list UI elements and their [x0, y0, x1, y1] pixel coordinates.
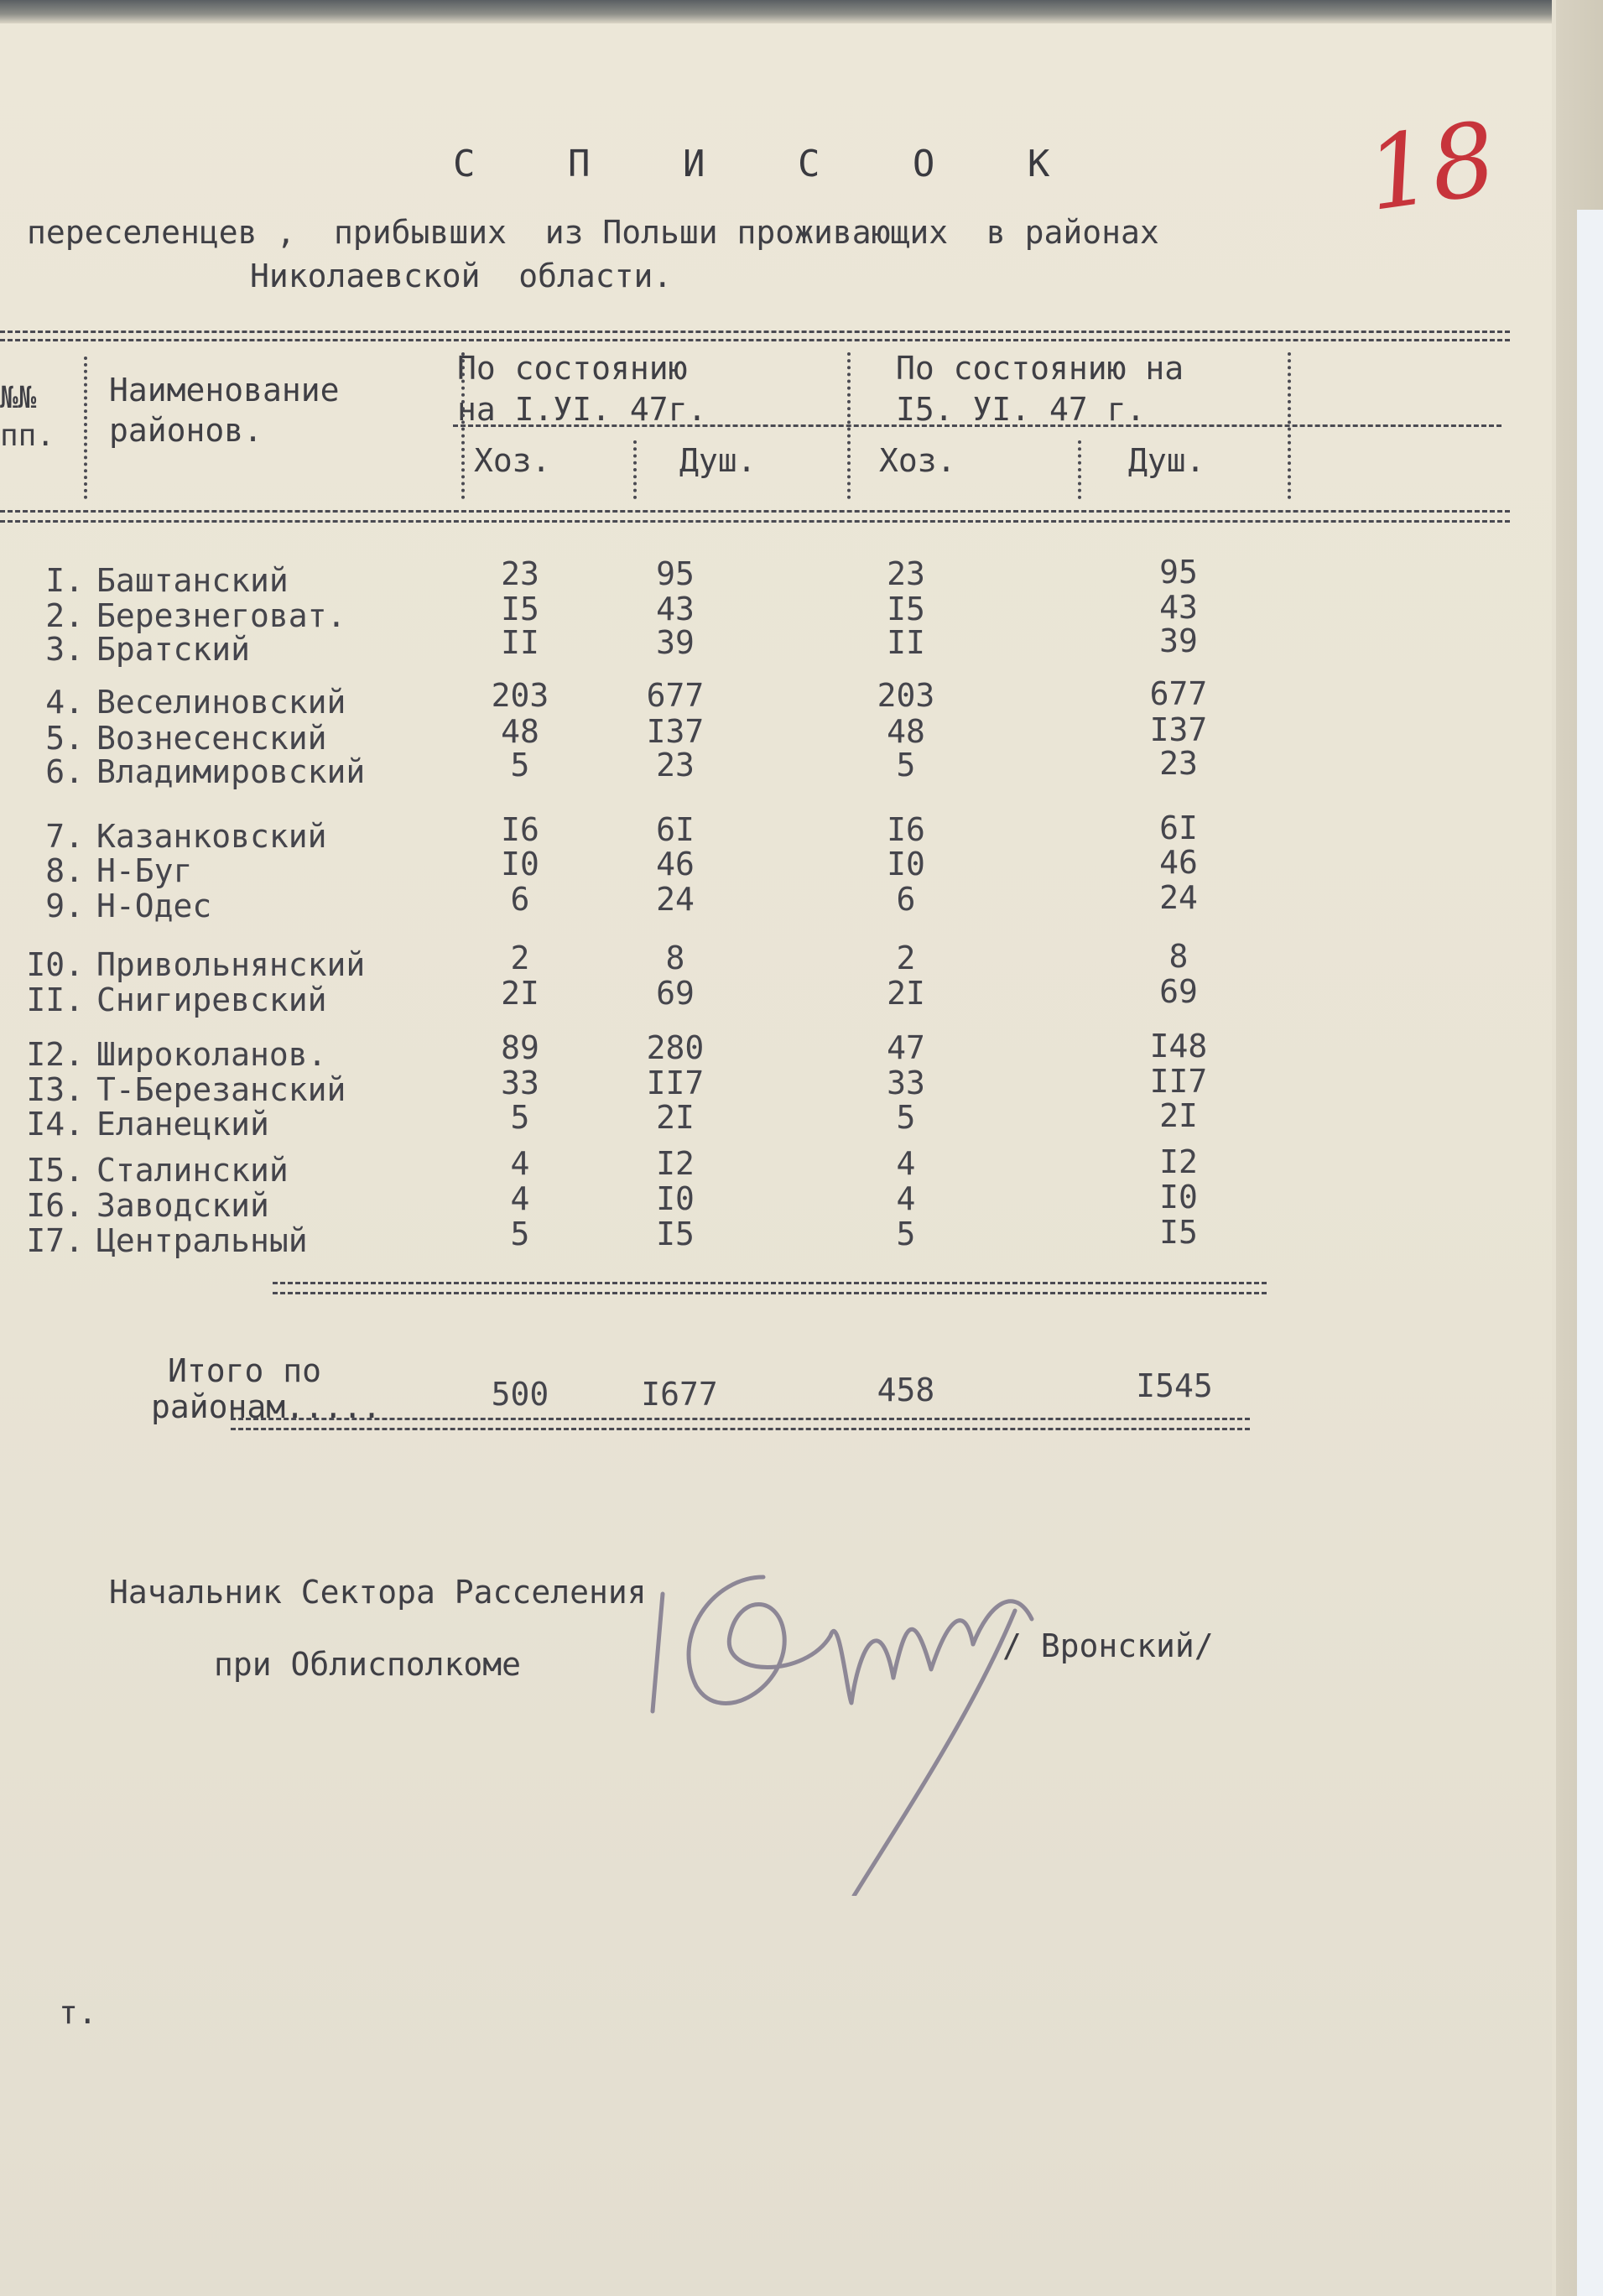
district-name: Центральный [96, 1222, 308, 1259]
households-june-1: 23 [501, 555, 539, 592]
households-june-1: 4 [510, 1180, 530, 1217]
persons-june-15: 43 [1159, 589, 1198, 626]
district-name: Братский [96, 631, 251, 668]
persons-june-15: I2 [1159, 1143, 1198, 1180]
total-top-rule-2 [273, 1292, 1267, 1294]
households-june-1: 5 [510, 747, 530, 784]
persons-june-1: 95 [656, 555, 695, 592]
header-divider [1078, 440, 1081, 499]
header-persons-2: Душ. [1128, 442, 1205, 479]
households-june-15: 5 [896, 747, 916, 784]
persons-june-15: 95 [1159, 554, 1198, 591]
total-bottom-rule-2 [231, 1428, 1250, 1430]
row-number: II. [26, 981, 84, 1018]
binding-shadow [0, 0, 1552, 23]
households-june-1: 48 [501, 713, 539, 750]
households-june-1: 5 [510, 1099, 530, 1136]
persons-june-15: 46 [1159, 844, 1198, 881]
households-june-1: II [501, 624, 539, 661]
persons-june-15: II7 [1149, 1063, 1208, 1100]
row-number: 5. [45, 720, 84, 757]
district-name: Заводский [96, 1187, 269, 1224]
persons-june-15: 24 [1159, 879, 1198, 916]
district-name: Н-Буг [96, 852, 193, 889]
households-june-15: I6 [887, 811, 925, 848]
header-persons-1: Душ. [679, 442, 757, 479]
document-title: С П И С О К [453, 143, 1085, 185]
households-june-1: 203 [491, 677, 549, 714]
total-persons-1: I677 [641, 1376, 718, 1413]
row-number: 7. [45, 818, 84, 855]
header-households-2: Хоз. [879, 442, 956, 479]
total-top-rule [273, 1282, 1267, 1284]
households-june-1: 4 [510, 1145, 530, 1182]
persons-june-1: 280 [646, 1029, 705, 1066]
subtitle-line-2: Николаевской области. [250, 258, 673, 294]
district-name: Березнеговат. [96, 597, 346, 634]
households-june-1: 2 [510, 940, 530, 976]
row-number: 4. [45, 684, 84, 721]
households-june-15: 47 [887, 1029, 925, 1066]
row-number: I3. [26, 1071, 84, 1108]
households-june-15: I0 [887, 846, 925, 882]
row-number: I7. [26, 1222, 84, 1259]
header-period-2: По состоянию на I5. УI. 47 г. [896, 350, 1184, 429]
persons-june-15: 8 [1168, 938, 1189, 975]
header-bottom-rule [0, 510, 1510, 513]
persons-june-1: I2 [656, 1145, 695, 1182]
header-period-1: По состоянию на I.УI. 47г. [457, 350, 707, 429]
row-number: I5. [26, 1152, 84, 1189]
persons-june-15: I37 [1149, 711, 1208, 748]
district-name: Т-Березанский [96, 1071, 346, 1108]
persons-june-1: 46 [656, 846, 695, 882]
row-number: 8. [45, 852, 84, 889]
persons-june-1: 43 [656, 591, 695, 627]
persons-june-1: 677 [646, 677, 705, 714]
district-name: Широколанов. [96, 1036, 327, 1073]
header-divider [461, 352, 465, 499]
households-june-15: 203 [877, 677, 935, 714]
households-june-15: 2I [887, 975, 925, 1012]
district-name: Казанковский [96, 818, 327, 855]
row-number: I4. [26, 1106, 84, 1143]
households-june-1: 33 [501, 1065, 539, 1101]
background-edge [1577, 210, 1603, 2296]
households-june-1: I5 [501, 591, 539, 627]
households-june-15: 23 [887, 555, 925, 592]
page-number: 18 [1360, 101, 1503, 234]
header-sub-rule [453, 424, 1502, 427]
households-june-15: 33 [887, 1065, 925, 1101]
persons-june-1: I37 [646, 713, 705, 750]
district-name: Владимировский [96, 753, 366, 790]
persons-june-1: I0 [656, 1180, 695, 1217]
persons-june-15: I5 [1159, 1214, 1198, 1251]
households-june-1: 6 [510, 881, 530, 918]
header-divider [84, 357, 87, 499]
total-persons-2: I545 [1136, 1367, 1213, 1404]
households-june-15: 4 [896, 1180, 916, 1217]
header-divider [1288, 352, 1291, 499]
district-name: Снигиревский [96, 981, 327, 1018]
total-label-line-2: районам..... [151, 1388, 382, 1425]
total-households-2: 458 [877, 1372, 935, 1408]
persons-june-1: 23 [656, 747, 695, 784]
persons-june-1: 69 [656, 975, 695, 1012]
total-bottom-rule [231, 1418, 1250, 1420]
typist-mark: т. [59, 1994, 97, 2031]
households-june-1: 89 [501, 1029, 539, 1066]
row-number: 3. [45, 631, 84, 668]
persons-june-1: 24 [656, 881, 695, 918]
row-number: 2. [45, 597, 84, 634]
row-number: I0. [26, 946, 84, 983]
persons-june-15: I0 [1159, 1179, 1198, 1216]
district-name: Привольнянский [96, 946, 366, 983]
handwritten-signature [638, 1544, 1107, 1896]
households-june-15: I5 [887, 591, 925, 627]
households-june-15: 48 [887, 713, 925, 750]
households-june-15: II [887, 624, 925, 661]
total-label-line-1: Итого по [168, 1352, 322, 1389]
persons-june-1: 8 [665, 940, 685, 976]
persons-june-15: 23 [1159, 745, 1198, 782]
persons-june-15: 69 [1159, 973, 1198, 1010]
header-district-name: Наименование районов. [109, 372, 340, 449]
households-june-15: 6 [896, 881, 916, 918]
households-june-15: 2 [896, 940, 916, 976]
persons-june-15: I48 [1149, 1028, 1208, 1065]
header-top-rule [0, 331, 1510, 333]
persons-june-1: 2I [656, 1099, 695, 1136]
header-households-1: Хоз. [474, 442, 551, 479]
district-name: Вознесенский [96, 720, 327, 757]
district-name: Баштанский [96, 562, 289, 599]
households-june-1: 2I [501, 975, 539, 1012]
persons-june-1: 6I [656, 811, 695, 848]
subtitle-line-1: переселенцев , прибывших из Польши проживающих в районах [27, 214, 1159, 251]
header-divider [847, 352, 851, 499]
households-june-1: I0 [501, 846, 539, 882]
row-number: I6. [26, 1187, 84, 1224]
signatory-name: / Вронский/ [1002, 1627, 1214, 1664]
district-name: Еланецкий [96, 1106, 269, 1143]
district-name: Сталинский [96, 1152, 289, 1189]
row-number: I. [45, 562, 84, 599]
persons-june-15: 39 [1159, 622, 1198, 659]
households-june-1: I6 [501, 811, 539, 848]
row-number: 6. [45, 753, 84, 790]
persons-june-15: 677 [1149, 675, 1208, 712]
row-number: 9. [45, 888, 84, 924]
row-number: I2. [26, 1036, 84, 1073]
persons-june-1: II7 [646, 1065, 705, 1101]
district-name: Веселиновский [96, 684, 346, 721]
households-june-15: 5 [896, 1099, 916, 1136]
header-top-rule-2 [0, 339, 1510, 341]
persons-june-1: I5 [656, 1216, 695, 1252]
persons-june-15: 2I [1159, 1097, 1198, 1134]
signatory-title-line-2: при Облисполкоме [214, 1646, 522, 1683]
signatory-title-line-1: Начальник Сектора Расселения [109, 1574, 647, 1611]
district-name: Н-Одес [96, 888, 212, 924]
persons-june-1: 39 [656, 624, 695, 661]
total-households-1: 500 [491, 1376, 549, 1413]
households-june-15: 4 [896, 1145, 916, 1182]
header-number: №№ пп. [0, 381, 55, 453]
persons-june-15: 6I [1159, 810, 1198, 846]
households-june-1: 5 [510, 1216, 530, 1252]
header-bottom-rule-2 [0, 520, 1510, 523]
households-june-15: 5 [896, 1216, 916, 1252]
header-divider [633, 440, 637, 499]
